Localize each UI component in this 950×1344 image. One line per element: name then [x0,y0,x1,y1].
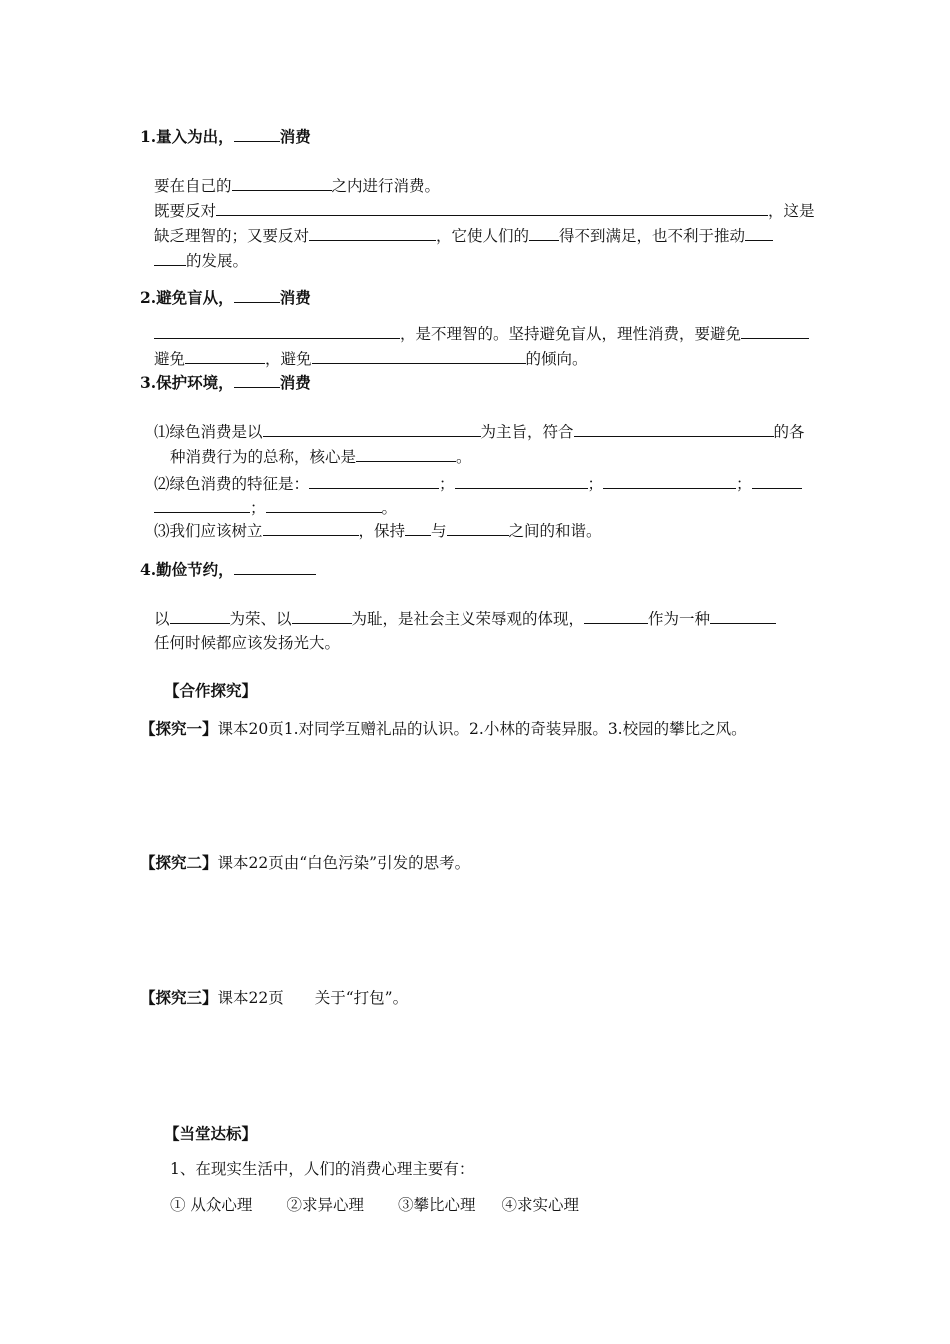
option: ④求实心理 [501,1196,579,1214]
blank [309,225,436,241]
blank [447,520,509,536]
section-4-heading: 4.勤俭节约， [140,559,316,581]
quiz-question-1: 1、在现实生活中，人们的消费心理主要有： [170,1160,475,1178]
section-1-line-1: 要在自己的 之内进行消费。 [154,177,441,195]
section-1-line-3: 缺乏理智的；又要反对 ，它使人们的 得不到满足，也不利于推动 [154,225,773,247]
blank [232,175,332,191]
blank [312,348,526,364]
blank [309,473,439,489]
blank [234,287,280,303]
section-3-point-1-cont: 种消费行为的总称，核心是 。 [170,448,472,466]
blank [745,225,773,241]
blank [216,200,768,216]
section-3-point-2: ⑵绿色消费的特征是： ； ； ； [154,473,802,495]
section-2-line-2: 避免 ，避免 的倾向。 [154,350,588,368]
blank [154,497,250,513]
section-1-line-2: 既要反对 ，这是 [154,202,815,220]
blank [154,250,186,266]
section-1-heading: 1.量入为出， 消费 [140,127,311,146]
section-2-heading: 2.避免盲从， 消费 [140,288,311,307]
blank [266,497,382,513]
section-3-point-2-cont: ； 。 [154,497,397,519]
blank [455,473,588,489]
blank [356,446,456,462]
coop-title: 【合作探究】 [164,681,258,700]
blank [405,520,431,536]
section-3-heading: 3.保护环境， 消费 [140,373,311,392]
quiz-options [170,1194,579,1216]
blank [292,608,352,624]
blank [234,126,280,142]
blank [710,608,776,624]
blank [574,421,774,437]
blank [263,421,481,437]
blank [170,608,230,624]
option: ②求异心理 [286,1196,364,1214]
section-4-line-1: 以 为荣、以 为耻，是社会主义荣辱观的体现， 作为一种 [154,608,776,630]
inquiry-1: 【探究一】课本20页1.对同学互赠礼品的认识。2.小林的奇装异服。3.校园的攀比之风。 [140,719,747,738]
option: ③攀比心理 [397,1196,476,1214]
blank [263,520,359,536]
blank [185,348,265,364]
section-1-line-4: 的发展。 [154,250,248,272]
inquiry-2: 【探究二】课本22页由“白色污染”引发的思考。 [140,853,471,872]
option: ① 从众心理 [170,1196,253,1214]
section-2-line-1: ，是不理智的。坚持避免盲从，理性消费，要避免 [154,323,809,345]
blank [584,608,648,624]
inquiry-3: 【探究三】课本22页 关于“打包”。 [140,988,409,1007]
blank [752,473,802,489]
blank [234,372,280,388]
section-3-point-3: ⑶我们应该树立 ，保持 与 之间的和谐。 [154,522,602,540]
blank [741,323,809,339]
section-4-line-2: 任何时候都应该发扬光大。 [154,634,341,652]
blank [234,559,316,575]
section-3-point-1: ⑴绿色消费是以 为主旨，符合 的各 [154,423,805,441]
blank [529,225,559,241]
blank [603,473,736,489]
blank [154,323,400,339]
quiz-title: 【当堂达标】 [164,1124,258,1143]
